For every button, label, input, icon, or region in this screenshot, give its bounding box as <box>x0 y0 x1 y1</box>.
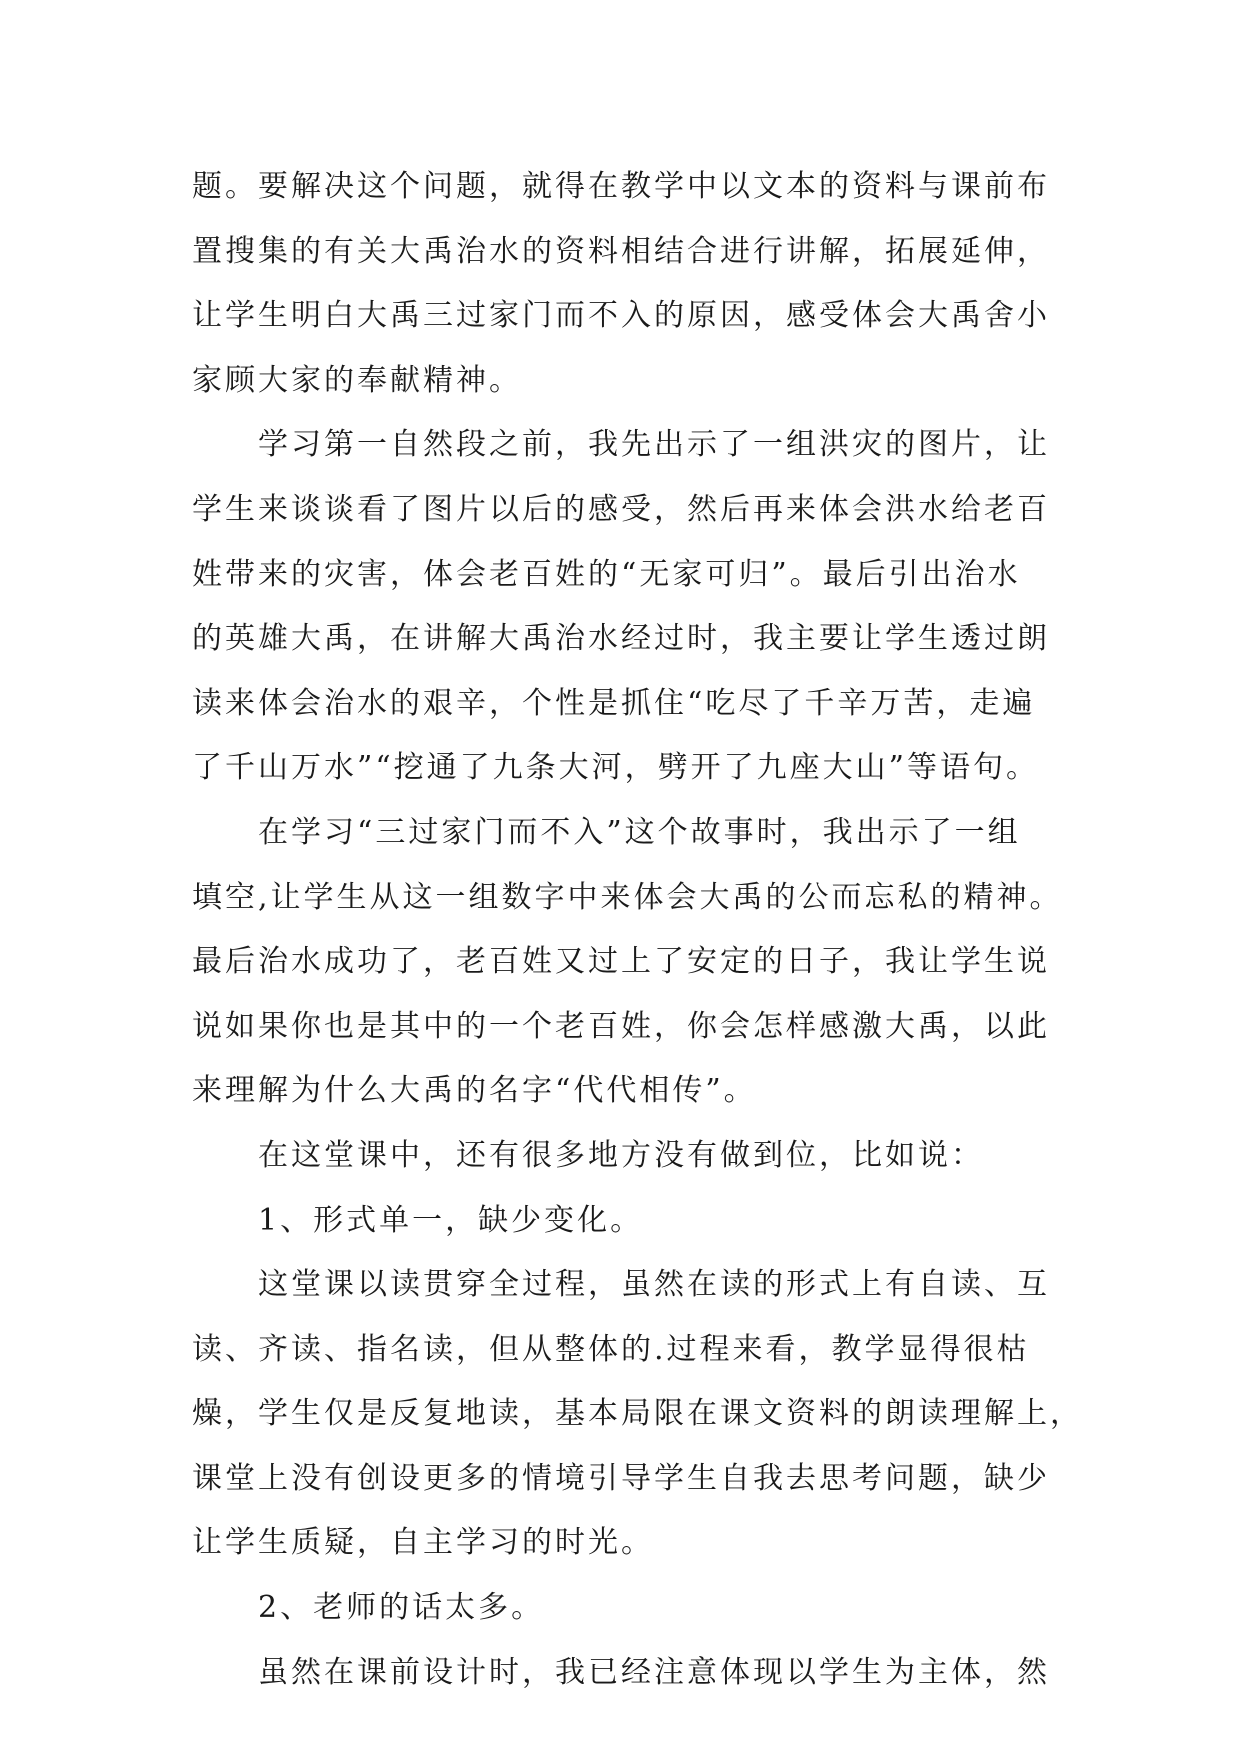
text-line: 这堂课以读贯穿全过程，虽然在读的形式上有自读、互 <box>258 1267 1050 1303</box>
text-line: 学生来谈谈看了图片以后的感受，然后再来体会洪水给老百 <box>192 491 1050 527</box>
text-line: 在学习“三过家门而不入”这个故事时，我出示了一组 <box>258 814 1021 850</box>
text-line: 了千山万水”“挖通了九条大河，劈开了九座大山”等语句。 <box>192 750 1040 786</box>
text-line: 课堂上没有创设更多的情境引导学生自我去思考问题，缺少 <box>192 1460 1050 1496</box>
text-line: 读来体会治水的艰辛，个性是抓住“吃尽了千辛万苦，走遍 <box>192 685 1036 721</box>
text-line: 题。要解决这个问题，就得在教学中以文本的资料与课前布 <box>192 169 1050 204</box>
text-line: 让学生明白大禹三过家门而不入的原因，感受体会大禹舍小 <box>192 298 1050 334</box>
text-line: 家顾大家的奉献精神。 <box>192 362 522 398</box>
body-text <box>192 155 1083 1705</box>
text-line: 读、齐读、指名读，但从整体的.过程来看，教学显得很枯 <box>192 1331 1030 1367</box>
text-line: 来理解为什么大禹的名字“代代相传”。 <box>192 1073 757 1109</box>
text-line: 学习第一自然段之前，我先出示了一组洪灾的图片，让 <box>258 427 1050 463</box>
text-line: 最后治水成功了，老百姓又过上了安定的日子，我让学生说 <box>192 944 1050 980</box>
text-line: 置搜集的有关大禹治水的资料相结合进行讲解，拓展延伸， <box>192 233 1050 269</box>
text-line: 让学生质疑，自主学习的时光。 <box>192 1525 654 1561</box>
text-line: 在这堂课中，还有很多地方没有做到位，比如说： <box>258 1137 984 1173</box>
list-heading: 1、形式单一，缺少变化。 <box>258 1202 644 1238</box>
list-heading: 2、老师的话太多。 <box>258 1590 545 1626</box>
text-line: 燥，学生仅是反复地读，基本局限在课文资料的朗读理解上， <box>192 1396 1083 1432</box>
text-line: 说如果你也是其中的一个老百姓，你会怎样感激大禹，以此 <box>192 1008 1050 1044</box>
text-line: 姓带来的灾害，体会老百姓的“无家可归”。最后引出治水 <box>192 556 1021 592</box>
text-line: 虽然在课前设计时，我已经注意体现以学生为主体，然 <box>258 1654 1050 1690</box>
text-line: 的英雄大禹，在讲解大禹治水经过时，我主要让学生透过朗 <box>192 621 1050 657</box>
text-line: 填空,让学生从这一组数字中来体会大禹的公而忘私的精神。 <box>192 879 1063 915</box>
